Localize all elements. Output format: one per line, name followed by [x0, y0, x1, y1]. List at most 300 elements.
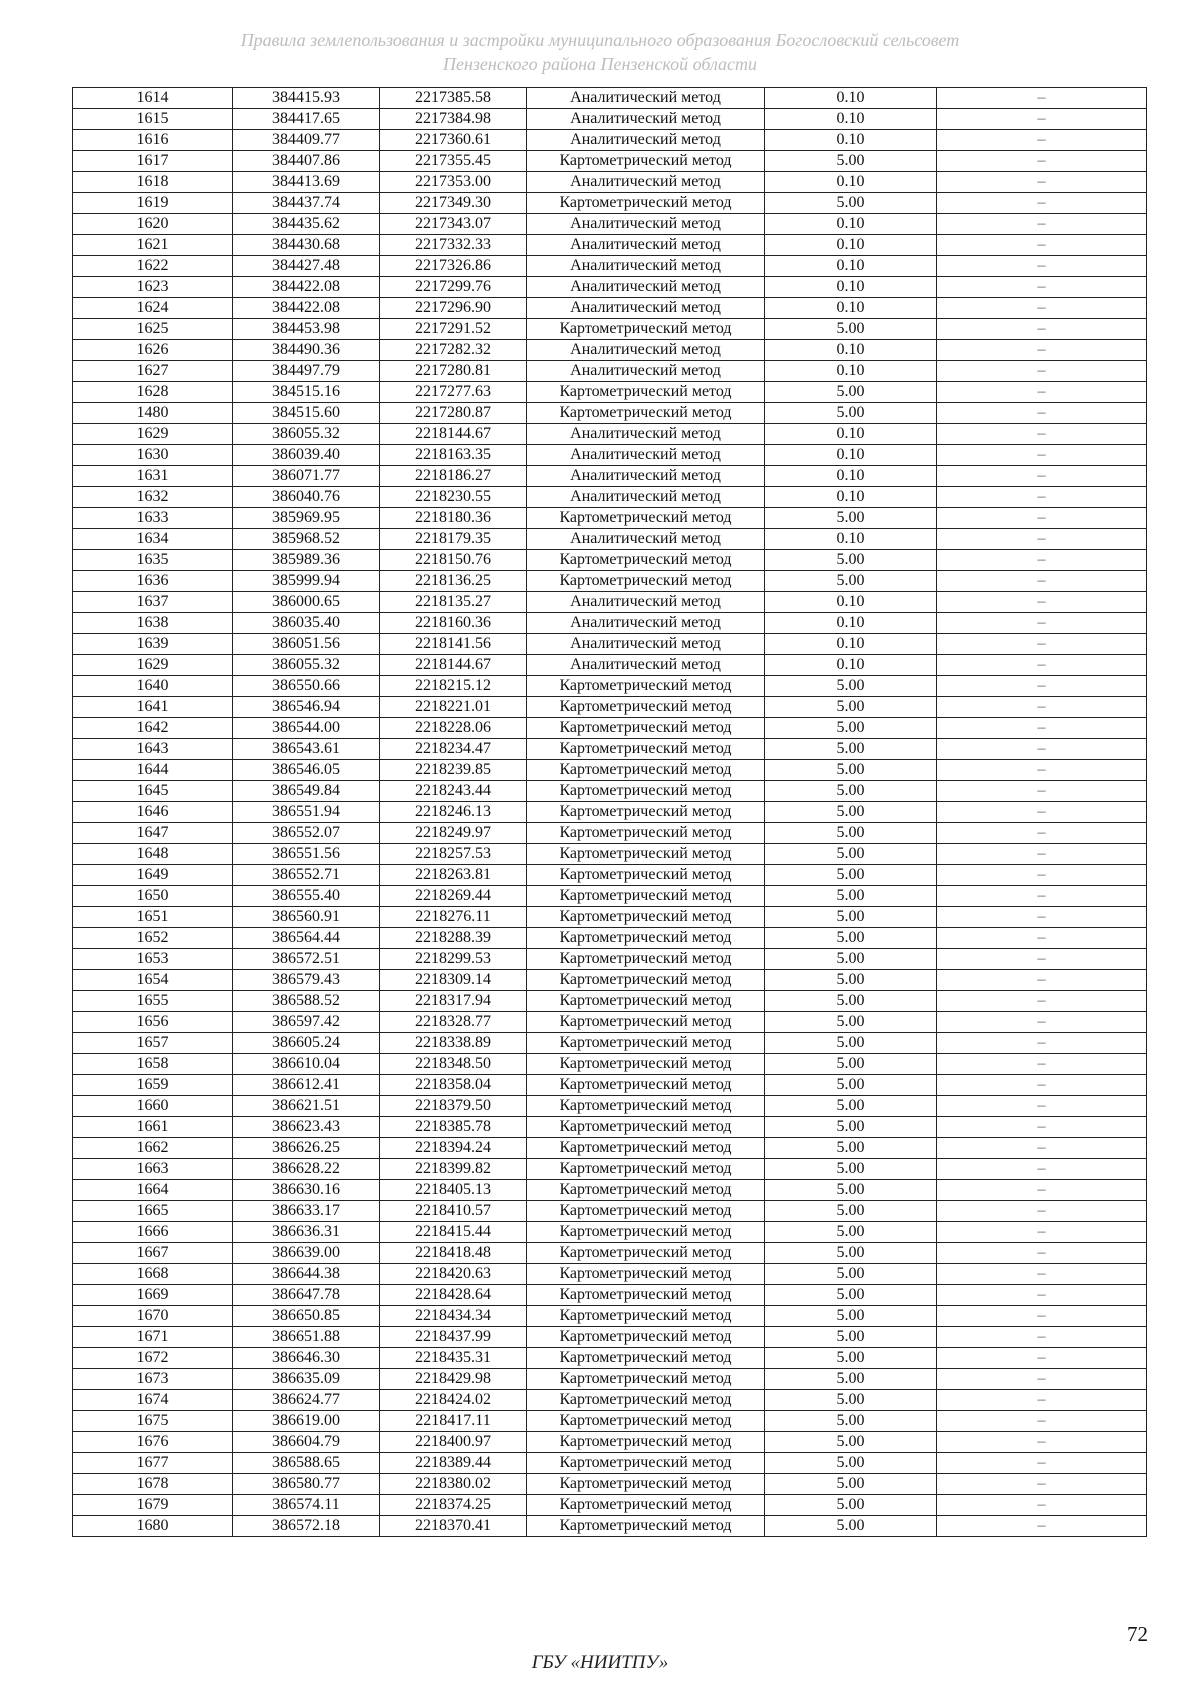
- y-coordinate-cell: 2218269.44: [380, 886, 527, 907]
- accuracy-cell: 5.00: [765, 382, 937, 403]
- y-coordinate-cell: 2217280.87: [380, 403, 527, 424]
- point-number-cell: 1634: [73, 529, 233, 550]
- method-cell: Картометрический метод: [527, 1096, 765, 1117]
- point-number-cell: 1617: [73, 151, 233, 172]
- method-cell: Картометрический метод: [527, 1348, 765, 1369]
- point-number-cell: 1662: [73, 1138, 233, 1159]
- y-coordinate-cell: 2218179.35: [380, 529, 527, 550]
- table-row: [73, 1327, 1147, 1348]
- point-number-cell: 1647: [73, 823, 233, 844]
- accuracy-cell: 0.10: [765, 256, 937, 277]
- accuracy-cell: 0.10: [765, 109, 937, 130]
- y-coordinate-cell: 2218163.35: [380, 445, 527, 466]
- method-cell: Картометрический метод: [527, 970, 765, 991]
- table-row: [73, 949, 1147, 970]
- y-coordinate-cell: 2218144.67: [380, 424, 527, 445]
- description-cell: –: [937, 1054, 1147, 1075]
- table-row: [73, 382, 1147, 403]
- accuracy-cell: 5.00: [765, 781, 937, 802]
- accuracy-cell: 5.00: [765, 1096, 937, 1117]
- table-row: [73, 550, 1147, 571]
- y-coordinate-cell: 2218434.34: [380, 1306, 527, 1327]
- table-row: [73, 529, 1147, 550]
- description-cell: –: [937, 1138, 1147, 1159]
- x-coordinate-cell: 386597.42: [233, 1012, 380, 1033]
- y-coordinate-cell: 2217353.00: [380, 172, 527, 193]
- x-coordinate-cell: 386580.77: [233, 1474, 380, 1495]
- x-coordinate-cell: 384417.65: [233, 109, 380, 130]
- y-coordinate-cell: 2218389.44: [380, 1453, 527, 1474]
- method-cell: Картометрический метод: [527, 718, 765, 739]
- accuracy-cell: 0.10: [765, 529, 937, 550]
- y-coordinate-cell: 2217280.81: [380, 361, 527, 382]
- table-row: [73, 403, 1147, 424]
- x-coordinate-cell: 386552.07: [233, 823, 380, 844]
- y-coordinate-cell: 2218180.36: [380, 508, 527, 529]
- y-coordinate-cell: 2218186.27: [380, 466, 527, 487]
- point-number-cell: 1678: [73, 1474, 233, 1495]
- method-cell: Картометрический метод: [527, 949, 765, 970]
- method-cell: Картометрический метод: [527, 193, 765, 214]
- point-number-cell: 1480: [73, 403, 233, 424]
- description-cell: –: [937, 1495, 1147, 1516]
- method-cell: Картометрический метод: [527, 991, 765, 1012]
- accuracy-cell: 0.10: [765, 88, 937, 109]
- point-number-cell: 1648: [73, 844, 233, 865]
- description-cell: –: [937, 109, 1147, 130]
- x-coordinate-cell: 384515.60: [233, 403, 380, 424]
- x-coordinate-cell: 384515.16: [233, 382, 380, 403]
- y-coordinate-cell: 2218150.76: [380, 550, 527, 571]
- y-coordinate-cell: 2218328.77: [380, 1012, 527, 1033]
- y-coordinate-cell: 2217299.76: [380, 277, 527, 298]
- table-row: [73, 697, 1147, 718]
- x-coordinate-cell: 386543.61: [233, 739, 380, 760]
- x-coordinate-cell: 386039.40: [233, 445, 380, 466]
- point-number-cell: 1625: [73, 319, 233, 340]
- y-coordinate-cell: 2217385.58: [380, 88, 527, 109]
- accuracy-cell: 5.00: [765, 1012, 937, 1033]
- y-coordinate-cell: 2218417.11: [380, 1411, 527, 1432]
- method-cell: Картометрический метод: [527, 1201, 765, 1222]
- x-coordinate-cell: 386612.41: [233, 1075, 380, 1096]
- x-coordinate-cell: 386651.88: [233, 1327, 380, 1348]
- x-coordinate-cell: 384407.86: [233, 151, 380, 172]
- y-coordinate-cell: 2218239.85: [380, 760, 527, 781]
- method-cell: Аналитический метод: [527, 214, 765, 235]
- table-row: [73, 151, 1147, 172]
- point-number-cell: 1624: [73, 298, 233, 319]
- y-coordinate-cell: 2218370.41: [380, 1516, 527, 1537]
- y-coordinate-cell: 2218400.97: [380, 1432, 527, 1453]
- y-coordinate-cell: 2218380.02: [380, 1474, 527, 1495]
- table-row: [73, 886, 1147, 907]
- table-row: [73, 1180, 1147, 1201]
- point-number-cell: 1667: [73, 1243, 233, 1264]
- accuracy-cell: 0.10: [765, 298, 937, 319]
- description-cell: –: [937, 844, 1147, 865]
- x-coordinate-cell: 386055.32: [233, 655, 380, 676]
- description-cell: –: [937, 235, 1147, 256]
- point-number-cell: 1614: [73, 88, 233, 109]
- method-cell: Картометрический метод: [527, 676, 765, 697]
- point-number-cell: 1629: [73, 655, 233, 676]
- y-coordinate-cell: 2218379.50: [380, 1096, 527, 1117]
- point-number-cell: 1653: [73, 949, 233, 970]
- description-cell: –: [937, 1348, 1147, 1369]
- table-row: [73, 1096, 1147, 1117]
- method-cell: Аналитический метод: [527, 130, 765, 151]
- point-number-cell: 1645: [73, 781, 233, 802]
- accuracy-cell: 5.00: [765, 1180, 937, 1201]
- point-number-cell: 1663: [73, 1159, 233, 1180]
- x-coordinate-cell: 386560.91: [233, 907, 380, 928]
- description-cell: –: [937, 403, 1147, 424]
- point-number-cell: 1651: [73, 907, 233, 928]
- y-coordinate-cell: 2218424.02: [380, 1390, 527, 1411]
- y-coordinate-cell: 2217355.45: [380, 151, 527, 172]
- y-coordinate-cell: 2217384.98: [380, 109, 527, 130]
- method-cell: Аналитический метод: [527, 277, 765, 298]
- x-coordinate-cell: 385989.36: [233, 550, 380, 571]
- description-cell: –: [937, 718, 1147, 739]
- y-coordinate-cell: 2217343.07: [380, 214, 527, 235]
- table-row: [73, 781, 1147, 802]
- table-row: [73, 1054, 1147, 1075]
- description-cell: –: [937, 382, 1147, 403]
- x-coordinate-cell: 386626.25: [233, 1138, 380, 1159]
- method-cell: Аналитический метод: [527, 529, 765, 550]
- accuracy-cell: 5.00: [765, 1264, 937, 1285]
- method-cell: Аналитический метод: [527, 613, 765, 634]
- y-coordinate-cell: 2217360.61: [380, 130, 527, 151]
- point-number-cell: 1621: [73, 235, 233, 256]
- table-row: [73, 1201, 1147, 1222]
- x-coordinate-cell: 386579.43: [233, 970, 380, 991]
- point-number-cell: 1640: [73, 676, 233, 697]
- y-coordinate-cell: 2218246.13: [380, 802, 527, 823]
- x-coordinate-cell: 384415.93: [233, 88, 380, 109]
- point-number-cell: 1680: [73, 1516, 233, 1537]
- accuracy-cell: 0.10: [765, 277, 937, 298]
- point-number-cell: 1656: [73, 1012, 233, 1033]
- description-cell: –: [937, 1096, 1147, 1117]
- point-number-cell: 1620: [73, 214, 233, 235]
- point-number-cell: 1627: [73, 361, 233, 382]
- description-cell: –: [937, 592, 1147, 613]
- point-number-cell: 1669: [73, 1285, 233, 1306]
- method-cell: Картометрический метод: [527, 781, 765, 802]
- x-coordinate-cell: 386588.52: [233, 991, 380, 1012]
- description-cell: –: [937, 1306, 1147, 1327]
- description-cell: –: [937, 214, 1147, 235]
- accuracy-cell: 5.00: [765, 1222, 937, 1243]
- table-row: [73, 1222, 1147, 1243]
- y-coordinate-cell: 2218415.44: [380, 1222, 527, 1243]
- description-cell: –: [937, 487, 1147, 508]
- x-coordinate-cell: 386644.38: [233, 1264, 380, 1285]
- description-cell: –: [937, 1285, 1147, 1306]
- y-coordinate-cell: 2218348.50: [380, 1054, 527, 1075]
- x-coordinate-cell: 384490.36: [233, 340, 380, 361]
- point-number-cell: 1618: [73, 172, 233, 193]
- description-cell: –: [937, 508, 1147, 529]
- method-cell: Картометрический метод: [527, 151, 765, 172]
- header-line-2: Пензенского района Пензенской области: [442, 54, 758, 74]
- table-row: [73, 256, 1147, 277]
- x-coordinate-cell: 386650.85: [233, 1306, 380, 1327]
- point-number-cell: 1654: [73, 970, 233, 991]
- accuracy-cell: 5.00: [765, 823, 937, 844]
- table-row: [73, 592, 1147, 613]
- description-cell: –: [937, 991, 1147, 1012]
- accuracy-cell: 5.00: [765, 1201, 937, 1222]
- description-cell: –: [937, 1390, 1147, 1411]
- table-row: [73, 970, 1147, 991]
- point-number-cell: 1673: [73, 1369, 233, 1390]
- y-coordinate-cell: 2217349.30: [380, 193, 527, 214]
- y-coordinate-cell: 2218405.13: [380, 1180, 527, 1201]
- method-cell: Картометрический метод: [527, 1306, 765, 1327]
- y-coordinate-cell: 2218399.82: [380, 1159, 527, 1180]
- accuracy-cell: 5.00: [765, 991, 937, 1012]
- method-cell: Аналитический метод: [527, 445, 765, 466]
- table-row: [73, 571, 1147, 592]
- table-row: [73, 760, 1147, 781]
- point-number-cell: 1646: [73, 802, 233, 823]
- accuracy-cell: 5.00: [765, 151, 937, 172]
- point-number-cell: 1630: [73, 445, 233, 466]
- point-number-cell: 1642: [73, 718, 233, 739]
- y-coordinate-cell: 2217282.32: [380, 340, 527, 361]
- table-row: [73, 1117, 1147, 1138]
- method-cell: Картометрический метод: [527, 1327, 765, 1348]
- method-cell: Картометрический метод: [527, 907, 765, 928]
- table-row: [73, 1306, 1147, 1327]
- method-cell: Картометрический метод: [527, 1390, 765, 1411]
- accuracy-cell: 5.00: [765, 1054, 937, 1075]
- x-coordinate-cell: 386071.77: [233, 466, 380, 487]
- description-cell: –: [937, 802, 1147, 823]
- x-coordinate-cell: 386572.51: [233, 949, 380, 970]
- method-cell: Картометрический метод: [527, 865, 765, 886]
- point-number-cell: 1639: [73, 634, 233, 655]
- x-coordinate-cell: 386551.94: [233, 802, 380, 823]
- method-cell: Картометрический метод: [527, 1411, 765, 1432]
- table-row: [73, 844, 1147, 865]
- description-cell: –: [937, 865, 1147, 886]
- method-cell: Картометрический метод: [527, 550, 765, 571]
- method-cell: Картометрический метод: [527, 1159, 765, 1180]
- table-row: [73, 739, 1147, 760]
- method-cell: Картометрический метод: [527, 697, 765, 718]
- x-coordinate-cell: 386572.18: [233, 1516, 380, 1537]
- x-coordinate-cell: 386633.17: [233, 1201, 380, 1222]
- accuracy-cell: 0.10: [765, 361, 937, 382]
- x-coordinate-cell: 384497.79: [233, 361, 380, 382]
- point-number-cell: 1633: [73, 508, 233, 529]
- point-number-cell: 1649: [73, 865, 233, 886]
- point-number-cell: 1637: [73, 592, 233, 613]
- method-cell: Картометрический метод: [527, 1222, 765, 1243]
- description-cell: –: [937, 613, 1147, 634]
- accuracy-cell: 0.10: [765, 172, 937, 193]
- accuracy-cell: 5.00: [765, 886, 937, 907]
- description-cell: –: [937, 1264, 1147, 1285]
- table-row: [73, 1243, 1147, 1264]
- x-coordinate-cell: 386574.11: [233, 1495, 380, 1516]
- x-coordinate-cell: 386630.16: [233, 1180, 380, 1201]
- method-cell: Картометрический метод: [527, 508, 765, 529]
- accuracy-cell: 5.00: [765, 1453, 937, 1474]
- description-cell: –: [937, 1411, 1147, 1432]
- y-coordinate-cell: 2218299.53: [380, 949, 527, 970]
- point-number-cell: 1660: [73, 1096, 233, 1117]
- y-coordinate-cell: 2218215.12: [380, 676, 527, 697]
- method-cell: Картометрический метод: [527, 1495, 765, 1516]
- accuracy-cell: 5.00: [765, 1516, 937, 1537]
- table-row: [73, 907, 1147, 928]
- accuracy-cell: 0.10: [765, 487, 937, 508]
- accuracy-cell: 5.00: [765, 1306, 937, 1327]
- description-cell: –: [937, 571, 1147, 592]
- accuracy-cell: 5.00: [765, 1411, 937, 1432]
- x-coordinate-cell: 386051.56: [233, 634, 380, 655]
- description-cell: –: [937, 739, 1147, 760]
- method-cell: Аналитический метод: [527, 256, 765, 277]
- x-coordinate-cell: 386610.04: [233, 1054, 380, 1075]
- accuracy-cell: 5.00: [765, 718, 937, 739]
- accuracy-cell: 5.00: [765, 571, 937, 592]
- y-coordinate-cell: 2217296.90: [380, 298, 527, 319]
- y-coordinate-cell: 2218228.06: [380, 718, 527, 739]
- method-cell: Картометрический метод: [527, 1474, 765, 1495]
- method-cell: Картометрический метод: [527, 319, 765, 340]
- description-cell: –: [937, 1243, 1147, 1264]
- table-row: [73, 1348, 1147, 1369]
- point-number-cell: 1629: [73, 424, 233, 445]
- point-number-cell: 1632: [73, 487, 233, 508]
- accuracy-cell: 5.00: [765, 319, 937, 340]
- accuracy-cell: 5.00: [765, 550, 937, 571]
- accuracy-cell: 0.10: [765, 655, 937, 676]
- method-cell: Картометрический метод: [527, 1117, 765, 1138]
- description-cell: –: [937, 151, 1147, 172]
- accuracy-cell: 5.00: [765, 1390, 937, 1411]
- description-cell: –: [937, 1117, 1147, 1138]
- accuracy-cell: 5.00: [765, 907, 937, 928]
- description-cell: –: [937, 634, 1147, 655]
- description-cell: –: [937, 424, 1147, 445]
- header-line-1: Правила землепользования и застройки муниципального образования Богословский сельсовет: [240, 30, 960, 50]
- method-cell: Аналитический метод: [527, 655, 765, 676]
- table-row: [73, 1432, 1147, 1453]
- table-row: [73, 1075, 1147, 1096]
- y-coordinate-cell: 2218263.81: [380, 865, 527, 886]
- table-row: [73, 1012, 1147, 1033]
- description-cell: –: [937, 550, 1147, 571]
- description-cell: –: [937, 760, 1147, 781]
- table-row: [73, 88, 1147, 109]
- description-cell: –: [937, 130, 1147, 151]
- method-cell: Картометрический метод: [527, 1138, 765, 1159]
- description-cell: –: [937, 1516, 1147, 1537]
- method-cell: Аналитический метод: [527, 298, 765, 319]
- y-coordinate-cell: 2218276.11: [380, 907, 527, 928]
- table-row: [73, 1495, 1147, 1516]
- accuracy-cell: 5.00: [765, 1138, 937, 1159]
- x-coordinate-cell: 386588.65: [233, 1453, 380, 1474]
- description-cell: –: [937, 1369, 1147, 1390]
- description-cell: –: [937, 1222, 1147, 1243]
- description-cell: –: [937, 1432, 1147, 1453]
- accuracy-cell: 0.10: [765, 130, 937, 151]
- y-coordinate-cell: 2218410.57: [380, 1201, 527, 1222]
- point-number-cell: 1661: [73, 1117, 233, 1138]
- point-number-cell: 1638: [73, 613, 233, 634]
- description-cell: –: [937, 1075, 1147, 1096]
- description-cell: –: [937, 1453, 1147, 1474]
- y-coordinate-cell: 2217291.52: [380, 319, 527, 340]
- point-number-cell: 1619: [73, 193, 233, 214]
- description-cell: –: [937, 697, 1147, 718]
- point-number-cell: 1671: [73, 1327, 233, 1348]
- y-coordinate-cell: 2218309.14: [380, 970, 527, 991]
- y-coordinate-cell: 2218429.98: [380, 1369, 527, 1390]
- table-row: [73, 1033, 1147, 1054]
- table-row: [73, 928, 1147, 949]
- description-cell: –: [937, 823, 1147, 844]
- table-row: [73, 424, 1147, 445]
- method-cell: Аналитический метод: [527, 361, 765, 382]
- x-coordinate-cell: 386624.77: [233, 1390, 380, 1411]
- description-cell: –: [937, 1033, 1147, 1054]
- method-cell: Картометрический метод: [527, 1243, 765, 1264]
- accuracy-cell: 5.00: [765, 970, 937, 991]
- method-cell: Аналитический метод: [527, 88, 765, 109]
- x-coordinate-cell: 386623.43: [233, 1117, 380, 1138]
- method-cell: Картометрический метод: [527, 1285, 765, 1306]
- description-cell: –: [937, 529, 1147, 550]
- method-cell: Аналитический метод: [527, 109, 765, 130]
- x-coordinate-cell: 384413.69: [233, 172, 380, 193]
- description-cell: –: [937, 970, 1147, 991]
- accuracy-cell: 0.10: [765, 214, 937, 235]
- description-cell: –: [937, 319, 1147, 340]
- method-cell: Картометрический метод: [527, 928, 765, 949]
- y-coordinate-cell: 2218243.44: [380, 781, 527, 802]
- y-coordinate-cell: 2217277.63: [380, 382, 527, 403]
- y-coordinate-cell: 2217332.33: [380, 235, 527, 256]
- table-row: [73, 361, 1147, 382]
- accuracy-cell: 5.00: [765, 1243, 937, 1264]
- method-cell: Аналитический метод: [527, 634, 765, 655]
- point-number-cell: 1664: [73, 1180, 233, 1201]
- point-number-cell: 1626: [73, 340, 233, 361]
- table-row: [73, 235, 1147, 256]
- method-cell: Картометрический метод: [527, 1264, 765, 1285]
- x-coordinate-cell: 386636.31: [233, 1222, 380, 1243]
- method-cell: Картометрический метод: [527, 1054, 765, 1075]
- table-row: [73, 1474, 1147, 1495]
- point-number-cell: 1652: [73, 928, 233, 949]
- accuracy-cell: 0.10: [765, 613, 937, 634]
- table-row: [73, 508, 1147, 529]
- x-coordinate-cell: 384435.62: [233, 214, 380, 235]
- y-coordinate-cell: 2218249.97: [380, 823, 527, 844]
- description-cell: –: [937, 1159, 1147, 1180]
- point-number-cell: 1631: [73, 466, 233, 487]
